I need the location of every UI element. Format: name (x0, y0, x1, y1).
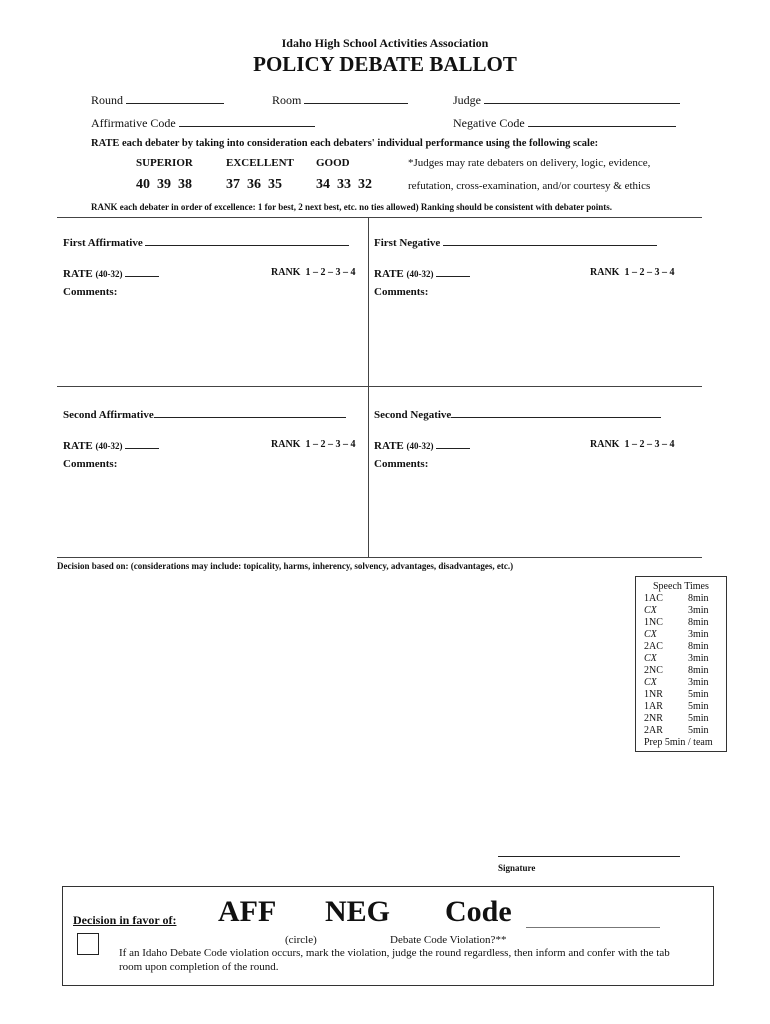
rank-label: RANK (271, 267, 301, 278)
second-negative-comments-area[interactable] (374, 474, 694, 554)
speech-name: 1AC (644, 593, 663, 604)
code-input-line[interactable] (526, 927, 660, 928)
speech-time: 3min (688, 629, 709, 640)
rate-label: RATE (374, 440, 404, 452)
speech-time: 5min (688, 701, 709, 712)
second-negative-field[interactable] (374, 406, 661, 421)
speech-time: 3min (688, 605, 709, 616)
rate-label: RATE (374, 268, 404, 280)
second-negative-rate[interactable] (374, 437, 470, 452)
rank-label: RANK (590, 439, 620, 450)
first-affirmative-rate-line[interactable] (125, 265, 159, 277)
speech-time-row (644, 713, 726, 725)
signature-label: Signature (498, 863, 536, 873)
second-affirmative-label: Second Affirmative (63, 409, 154, 421)
first-negative-name-line[interactable] (443, 234, 657, 246)
first-negative-rank[interactable] (590, 267, 674, 278)
violation-text-line2: room upon completion of the round. (119, 961, 279, 973)
second-negative-label: Second Negative (374, 409, 452, 421)
grid-middle-divider (57, 386, 702, 387)
speech-name: 2AR (644, 725, 663, 736)
rank-options[interactable]: 1 – 2 – 3 – 4 (305, 439, 356, 450)
page-title: POLICY DEBATE BALLOT (253, 52, 517, 76)
rank-options[interactable]: 1 – 2 – 3 – 4 (305, 267, 356, 278)
speech-time-row (644, 593, 726, 605)
first-affirmative-field[interactable] (63, 234, 349, 249)
rank-instruction: RANK each debater in order of excellence: 1 for best, 2 next best, etc. no ties allowed) Ranking should be consistent with debater points. (91, 202, 613, 212)
speech-times-prep: Prep 5min / team (644, 737, 713, 748)
speech-name: 1AR (644, 701, 663, 712)
speech-time: 8min (688, 641, 709, 652)
rate-range: (40-32) (406, 269, 434, 279)
grid-top-divider (57, 217, 702, 218)
code-choice[interactable]: Code (445, 895, 512, 928)
violation-label: Debate Code Violation?** (390, 934, 507, 946)
speech-time: 8min (688, 617, 709, 628)
speech-name: 2NC (644, 665, 663, 676)
aff-choice[interactable]: AFF (218, 895, 277, 928)
round-field[interactable] (91, 92, 224, 108)
speech-time-row (644, 629, 726, 641)
first-negative-rate-line[interactable] (436, 265, 470, 277)
second-negative-rank[interactable] (590, 439, 674, 450)
speech-times-title: Speech Times (653, 581, 709, 592)
affirmative-code-field[interactable] (91, 115, 315, 131)
first-negative-field[interactable] (374, 234, 657, 249)
speech-time-row (644, 677, 726, 689)
speech-time-row (644, 617, 726, 629)
scale-label-good: GOOD (316, 157, 350, 169)
second-negative-comments-label: Comments: (374, 458, 429, 470)
violation-text-line1: If an Idaho Debate Code violation occurs, mark the violation, judge the round regardless, then inform and confer with the tab (119, 947, 670, 959)
neg-choice[interactable]: NEG (325, 895, 391, 928)
first-affirmative-comments-area[interactable] (63, 302, 361, 382)
decision-box (62, 886, 714, 986)
organization-name: Idaho High School Activities Association (281, 36, 489, 50)
affirmative-code-label: Affirmative Code (91, 116, 176, 130)
rank-label: RANK (271, 439, 301, 450)
speech-time-row (644, 653, 726, 665)
speech-time-row (644, 725, 726, 737)
decision-basis-label: Decision based on: (considerations may include: topicality, harms, inherency, solvency, advantages, disadvantages, etc.) (57, 561, 514, 571)
judge-field[interactable] (453, 92, 680, 108)
first-negative-rate[interactable] (374, 265, 470, 280)
speech-time: 8min (688, 593, 709, 604)
speech-name: 1NR (644, 689, 663, 700)
grid-bottom-divider (57, 557, 702, 558)
rate-instruction: RATE each debater by taking into consideration each debaters' individual performance using the following scale: (91, 138, 599, 149)
rank-options[interactable]: 1 – 2 – 3 – 4 (624, 267, 675, 278)
round-label: Round (91, 93, 124, 107)
speech-name: 2AC (644, 641, 663, 652)
speech-name: CX (644, 653, 657, 664)
speech-time: 5min (688, 713, 709, 724)
first-affirmative-rate[interactable] (63, 265, 159, 280)
first-affirmative-comments-label: Comments: (63, 286, 118, 298)
judge-input-line[interactable] (484, 92, 680, 104)
rate-range: (40-32) (95, 269, 123, 279)
first-negative-comments-label: Comments: (374, 286, 429, 298)
first-negative-comments-area[interactable] (374, 302, 694, 382)
scale-values-superior: 40 39 38 (136, 177, 192, 192)
rate-label: RATE (63, 268, 93, 280)
judge-note-line2: refutation, cross-examination, and/or courtesy & ethics (408, 180, 651, 192)
room-input-line[interactable] (304, 92, 408, 104)
scale-label-superior: SUPERIOR (136, 157, 193, 169)
speech-times-list (644, 593, 726, 737)
signature-line[interactable] (498, 856, 680, 857)
judge-note-line1: *Judges may rate debaters on delivery, logic, evidence, (408, 157, 651, 169)
speech-name: 1NC (644, 617, 663, 628)
speech-time-row (644, 701, 726, 713)
rank-label: RANK (590, 267, 620, 278)
speech-name: 2NR (644, 713, 663, 724)
scale-values-excellent: 37 36 35 (226, 177, 282, 192)
speech-time-row (644, 665, 726, 677)
speech-name: CX (644, 677, 657, 688)
second-negative-rate-line[interactable] (436, 437, 470, 449)
second-affirmative-rate[interactable] (63, 437, 159, 452)
second-affirmative-rank[interactable] (271, 439, 355, 450)
second-affirmative-name-line[interactable] (154, 406, 346, 418)
speech-name: CX (644, 629, 657, 640)
circle-note: (circle) (285, 934, 317, 946)
first-affirmative-label: First Affirmative (63, 237, 143, 249)
second-affirmative-comments-label: Comments: (63, 458, 118, 470)
first-affirmative-name-line[interactable] (145, 234, 349, 246)
room-label: Room (272, 93, 302, 107)
speech-time: 8min (688, 665, 709, 676)
first-negative-label: First Negative (374, 237, 441, 249)
scale-label-excellent: EXCELLENT (226, 157, 294, 169)
scale-values-good: 34 33 32 (316, 177, 372, 192)
negative-code-input-line[interactable] (528, 115, 676, 127)
speech-time: 3min (688, 677, 709, 688)
decision-label: Decision in favor of: (73, 913, 177, 927)
rate-label: RATE (63, 440, 93, 452)
room-field[interactable] (272, 92, 408, 108)
rate-range: (40-32) (406, 441, 434, 451)
second-affirmative-field[interactable] (63, 406, 346, 421)
speech-time: 5min (688, 689, 709, 700)
decision-basis-area[interactable] (57, 576, 627, 846)
second-affirmative-rate-line[interactable] (125, 437, 159, 449)
speech-time-row (644, 641, 726, 653)
speech-time: 3min (688, 653, 709, 664)
rank-options[interactable]: 1 – 2 – 3 – 4 (624, 439, 675, 450)
judge-label: Judge (453, 93, 481, 107)
speech-times-box (635, 576, 727, 752)
first-affirmative-rank[interactable] (271, 267, 355, 278)
negative-code-label: Negative Code (453, 116, 525, 130)
speech-time: 5min (688, 725, 709, 736)
round-input-line[interactable] (126, 92, 224, 104)
grid-center-divider (368, 217, 369, 557)
negative-code-field[interactable] (453, 115, 676, 131)
second-negative-name-line[interactable] (451, 406, 661, 418)
violation-checkbox[interactable] (77, 933, 99, 955)
affirmative-code-input-line[interactable] (179, 115, 315, 127)
second-affirmative-comments-area[interactable] (63, 474, 361, 554)
speech-name: CX (644, 605, 657, 616)
speech-time-row (644, 689, 726, 701)
speech-time-row (644, 605, 726, 617)
rate-range: (40-32) (95, 441, 123, 451)
